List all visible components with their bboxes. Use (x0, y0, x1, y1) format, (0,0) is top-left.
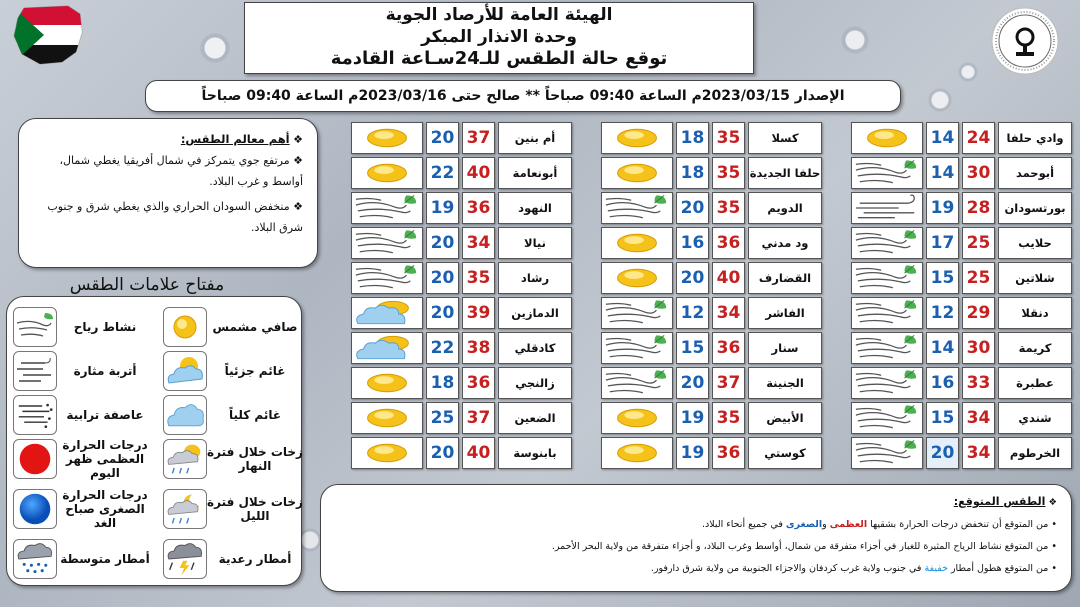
city-name: حلايب (998, 227, 1072, 259)
legend-item (7, 305, 153, 349)
max-temp: 35 (712, 192, 745, 224)
validity-date-bar: الإصدار 2023/03/15م الساعة 09:40 صباحاً ** صالح حتى 2023/03/16م الساعة 09:40 صباحاً (145, 80, 901, 112)
thunder-rain-icon (163, 539, 207, 579)
legend-label: زخات خلال فترة الليل (207, 495, 303, 523)
min-temp: 20 (426, 122, 459, 154)
cloudy-icon (163, 395, 207, 435)
city-name: حلفا الجديدة (748, 157, 822, 189)
min-temp: 20 (426, 437, 459, 469)
min-temp: 20 (676, 262, 709, 294)
partly-cloudy-icon (351, 332, 423, 364)
legend-item (7, 487, 153, 531)
legend-label: درجات الحرارة العظمى ظهر اليوم (62, 438, 148, 480)
max-temp: 29 (962, 297, 995, 329)
sunny-icon (351, 122, 423, 154)
dust-icon (13, 351, 57, 391)
max-temp: 36 (712, 332, 745, 364)
wind-icon (351, 262, 423, 294)
legend-label: أمطار متوسطة (60, 552, 150, 566)
city-name: كادقلي (498, 332, 572, 364)
min-temp: 22 (426, 157, 459, 189)
min-temp: 20 (426, 227, 459, 259)
city-name: كريمة (998, 332, 1072, 364)
bullet-icon: ❖ (1045, 497, 1057, 508)
wind-icon (851, 297, 923, 329)
features-heading: أهم معالم الطقس: (180, 132, 290, 146)
max-temp: 34 (712, 297, 745, 329)
city-name: رشاد (498, 262, 572, 294)
legend-item (157, 393, 303, 437)
city-name: سنار (748, 332, 822, 364)
sunny-icon (601, 157, 673, 189)
wind-icon (851, 262, 923, 294)
city-name: ود مدني (748, 227, 822, 259)
max-temp: 25 (962, 227, 995, 259)
legend-label: زخات خلال فترة النهار (207, 445, 303, 473)
moderate-rain-icon (13, 539, 57, 579)
legend-label: عاصفة ترابية (66, 408, 144, 422)
wind-icon (601, 332, 673, 364)
bullet-icon: ❖ (289, 200, 303, 213)
legend-item (7, 393, 153, 437)
legend-box (6, 296, 302, 586)
min-temp: 15 (676, 332, 709, 364)
city-name: أبوحمد (998, 157, 1072, 189)
wind-icon (351, 227, 423, 259)
sunny-icon (601, 227, 673, 259)
legend-label: درجات الحرارة الصغرى صباح الغد (62, 488, 148, 530)
expected-weather-box (320, 484, 1072, 592)
max-temp: 36 (462, 367, 495, 399)
max-temp: 30 (962, 332, 995, 364)
city-name: دنقلا (998, 297, 1072, 329)
min-temp: 19 (426, 192, 459, 224)
partly-cloudy-icon (351, 297, 423, 329)
city-name: القضارف (748, 262, 822, 294)
city-name: كسلا (748, 122, 822, 154)
dust-storm-icon (13, 395, 57, 435)
max-temp: 25 (962, 262, 995, 294)
city-name: الفاشر (748, 297, 822, 329)
max-temp: 38 (462, 332, 495, 364)
min-temp: 14 (926, 332, 959, 364)
city-name: شلاتين (998, 262, 1072, 294)
day-showers-icon (163, 439, 207, 479)
min-temp: 15 (926, 262, 959, 294)
max-temp: 34 (962, 402, 995, 434)
title-line2: وحدة الانذار المبكر (421, 27, 577, 47)
city-name: الدمازين (498, 297, 572, 329)
wind-icon (601, 367, 673, 399)
legend-item (7, 437, 153, 481)
max-temp: 34 (462, 227, 495, 259)
legend-item (157, 305, 303, 349)
wind-icon (851, 367, 923, 399)
max-temp: 30 (962, 157, 995, 189)
wind-icon (851, 157, 923, 189)
feature-item: مرتفع جوي يتمركز في شمال أفريقيا يغطي شمال، أواسط و غرب البلاد. (59, 154, 303, 188)
sunny-icon (351, 367, 423, 399)
max-temp: 28 (962, 192, 995, 224)
min-temp: 19 (676, 437, 709, 469)
city-name: النهود (498, 192, 572, 224)
min-temp: 18 (676, 157, 709, 189)
min-temp: 12 (676, 297, 709, 329)
sunny-icon (601, 262, 673, 294)
min-temp: 25 (426, 402, 459, 434)
sunny-icon (351, 402, 423, 434)
min-temp: 19 (676, 402, 709, 434)
sunny-icon (163, 307, 207, 347)
legend-item (157, 437, 303, 481)
max-temp: 35 (712, 402, 745, 434)
title-box (244, 2, 754, 74)
min-temp: 20 (926, 437, 959, 469)
max-temp: 40 (462, 157, 495, 189)
min-temp: 17 (926, 227, 959, 259)
dust-icon (851, 192, 923, 224)
forecast-heading: الطقس المتوقع: (953, 495, 1046, 508)
max-temp: 34 (962, 437, 995, 469)
min-temp: 19 (926, 192, 959, 224)
max-temp: 36 (712, 227, 745, 259)
city-name: وادي حلفا (998, 122, 1072, 154)
sunny-icon (601, 122, 673, 154)
max-temp: 39 (462, 297, 495, 329)
city-name: الدويم (748, 192, 822, 224)
sunny-icon (351, 157, 423, 189)
max-temp: 40 (462, 437, 495, 469)
city-name: بابنوسة (498, 437, 572, 469)
city-name: شندي (998, 402, 1072, 434)
forecast-line: • من المتوقع هطول أمطار خفيفة في جنوب ولاية غرب كردفان والاجزاء الجنوبية من ولاية شرق دارفور. (650, 563, 1057, 574)
bullet-icon: ❖ (289, 133, 303, 146)
bullet-icon: ❖ (289, 154, 303, 167)
min-temp: 20 (676, 367, 709, 399)
city-name: أم بنين (498, 122, 572, 154)
city-name: زالنجي (498, 367, 572, 399)
wind-icon (351, 192, 423, 224)
city-name: عطبرة (998, 367, 1072, 399)
wind-icon (851, 402, 923, 434)
max-temp: 24 (962, 122, 995, 154)
city-name: الجنينة (748, 367, 822, 399)
legend-label: أمطار رعدية (218, 552, 292, 566)
city-name: نيالا (498, 227, 572, 259)
met-authority-logo (990, 6, 1060, 76)
max-temp: 35 (712, 157, 745, 189)
min-temp: 18 (676, 122, 709, 154)
min-temp: 18 (426, 367, 459, 399)
max-temp: 37 (462, 122, 495, 154)
sudan-flag (10, 4, 86, 66)
wind-icon (851, 437, 923, 469)
min-temp: 20 (426, 262, 459, 294)
min-temp: 14 (926, 157, 959, 189)
wind-icon (601, 297, 673, 329)
min-temp: 15 (926, 402, 959, 434)
weather-features-box (18, 118, 318, 268)
min-temp: 12 (926, 297, 959, 329)
min-temp: 16 (926, 367, 959, 399)
city-name: أبونعامة (498, 157, 572, 189)
night-showers-icon (163, 489, 207, 529)
legend-label: أتربة مثارة (73, 364, 137, 378)
sunny-icon (601, 437, 673, 469)
max-temp: 33 (962, 367, 995, 399)
max-temp: 36 (462, 192, 495, 224)
legend-label: نشاط رياح (73, 320, 137, 334)
partly-cloudy-icon (163, 351, 207, 391)
city-name: الأبيض (748, 402, 822, 434)
max-temp: 35 (712, 122, 745, 154)
legend-label: غائم كلياً (228, 408, 282, 422)
min-temp: 16 (676, 227, 709, 259)
legend-label: صافي مشمس (212, 320, 298, 334)
blue-circle-icon (13, 489, 57, 529)
legend-label: غائم جزئياً (224, 364, 286, 378)
title-line3: توقع حالة الطقس للـ24سـاعة القادمة (330, 48, 668, 69)
legend-item (157, 487, 303, 531)
feature-item: منخفض السودان الحراري والذي يغطي شرق و جنوب شرق البلاد. (47, 200, 303, 234)
sunny-icon (601, 402, 673, 434)
max-temp: 37 (462, 402, 495, 434)
title-line1: الهيئة العامة للأرصاد الجوية (385, 5, 613, 25)
red-circle-icon (13, 439, 57, 479)
forecast-line: • من المتوقع نشاط الرياح المثيرة للغبار في أجزاء متفرقة من شمال، أواسط وغرب البلاد، و أجزاء متفرقة من ولاية البحر الأحمر. (551, 541, 1057, 552)
min-temp: 20 (426, 297, 459, 329)
min-temp: 22 (426, 332, 459, 364)
min-temp: 14 (926, 122, 959, 154)
legend-item (7, 349, 153, 393)
wind-icon (13, 307, 57, 347)
forecast-line: • من المتوقع أن تنخفض درجات الحرارة بشقيها العظمى والصغرى في جميع أنحاء البلاد. (701, 519, 1057, 530)
wind-icon (851, 332, 923, 364)
sunny-icon (351, 437, 423, 469)
legend-item (7, 537, 153, 581)
sunny-icon (851, 122, 923, 154)
wind-icon (851, 227, 923, 259)
city-name: الضعين (498, 402, 572, 434)
legend-item (157, 537, 303, 581)
min-temp: 20 (676, 192, 709, 224)
city-name: الخرطوم (998, 437, 1072, 469)
max-temp: 37 (712, 367, 745, 399)
legend-title: مفتاح علامات الطقس (69, 275, 225, 295)
city-name: كوستي (748, 437, 822, 469)
max-temp: 35 (462, 262, 495, 294)
max-temp: 40 (712, 262, 745, 294)
wind-icon (601, 192, 673, 224)
legend-item (157, 349, 303, 393)
city-name: بورتسودان (998, 192, 1072, 224)
max-temp: 36 (712, 437, 745, 469)
